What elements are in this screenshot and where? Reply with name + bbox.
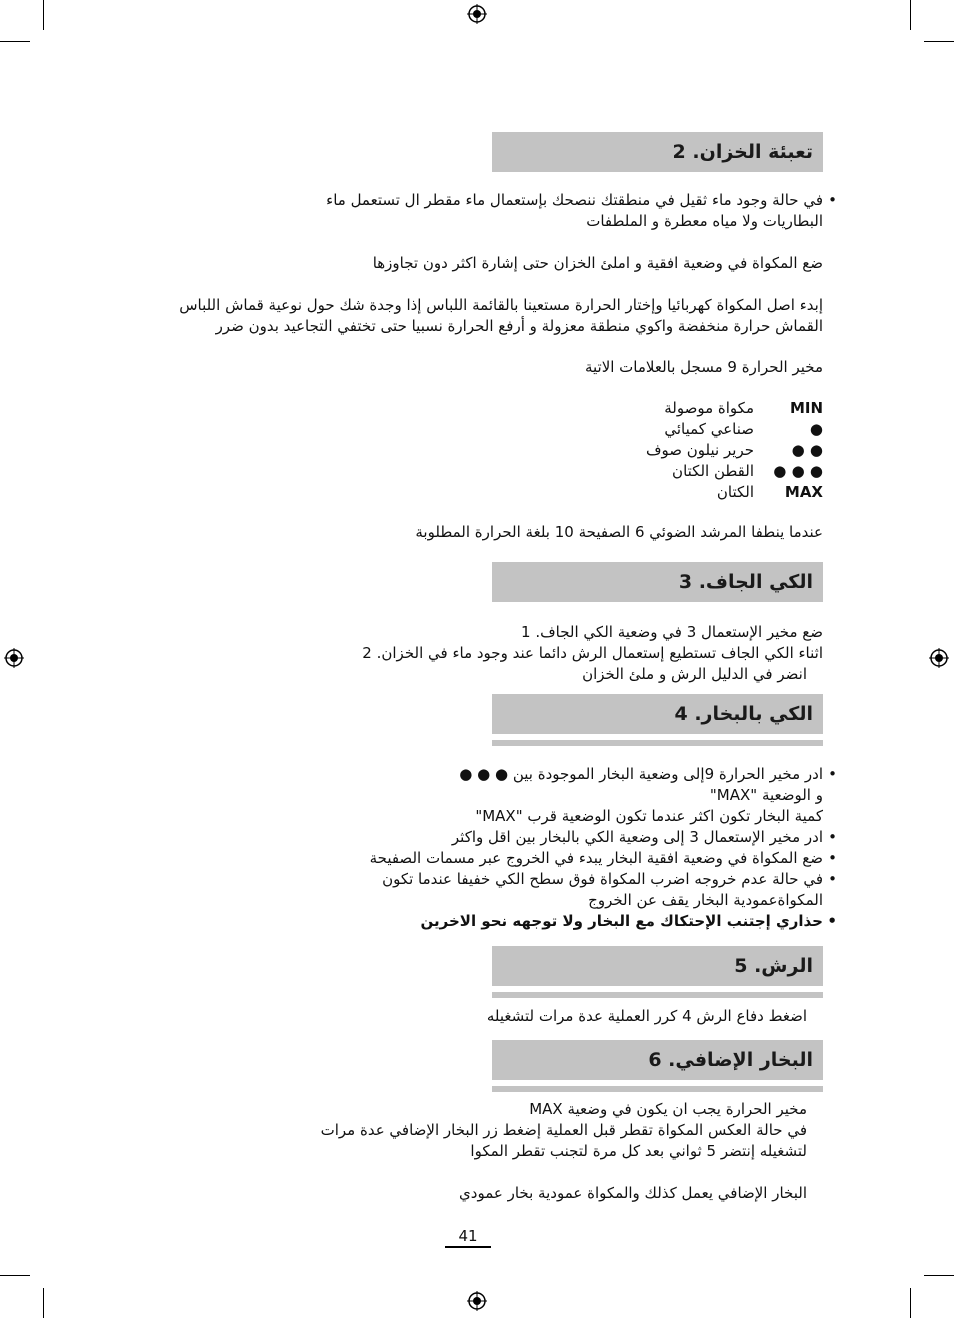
s2-line-3: ضع المكواة في وضعية افقية و املئ الخزان حتى إشارة اكثر دون تجاوزها xyxy=(372,254,823,272)
s4-line-2: و الوضعية "MAX" xyxy=(709,786,823,804)
s2-note: عندما ينطفا المرشد الضوئي 6 الصفيحة 10 بلغة الحرارة المطلوبة xyxy=(415,523,823,541)
s2-line-1: • في حالة وجود ماء ثقيل في منطقتك ننصحك بإستعمال ماء مقطر ال تستعمل ماء xyxy=(326,190,823,211)
registration-icon xyxy=(929,648,949,668)
crop-mark xyxy=(43,0,44,30)
section-3-header: الكي الجاف. 3 xyxy=(492,562,823,602)
s2-line-6: مخير الحرارة 9 مسجل بالعلامات الاتية xyxy=(584,358,823,376)
s2-line-2: البطاريات ولا مياه معطرة و الملطفات xyxy=(586,212,823,230)
table-row-text: مكواة موصولة xyxy=(664,399,754,417)
s4-line-4: • ادر مخير الإستعمال 3 إلى وضعية الكي بالبخار بين اقل واكثر xyxy=(452,827,823,848)
crop-mark xyxy=(0,1275,30,1276)
crop-mark xyxy=(924,1275,954,1276)
section-2-header: تعبئة الخزان. 2 xyxy=(492,132,823,172)
table-row-text: حرير نيلون صوف xyxy=(645,441,754,459)
s4-line-1: • ادر مخير الحرارة 9إلى وضعية البخار الموجودة بين ● ● ● xyxy=(459,764,823,785)
s4-line-3: كمية البخار تكون اكثر عندما تكون الوضعية قرب "MAX" xyxy=(475,807,823,825)
registration-icon xyxy=(467,1291,487,1311)
s6-line-1: مخير الحرارة يجب ان يكون في وضعية MAX xyxy=(529,1100,807,1118)
crop-mark xyxy=(0,41,30,42)
section-4-rule xyxy=(492,740,823,746)
s4-line-5: • ضع المكواة في وضعية افقية البخار يبدء في الخروج عبر مسمات الصفيحة xyxy=(370,848,823,869)
crop-mark xyxy=(910,0,911,30)
section-5-rule xyxy=(492,992,823,998)
s2-line-4: إبدء اصل المكواة كهربائيا وإختار الحرارة مستعينا بالقائمة اللباس إذا وجدة شك حول نوعية قماش اللباس xyxy=(179,296,823,314)
s2-line-5: القماش حرارة منخفضة واكوي منطقة معزولة و أرفع الحرارة نسبيا حتى تختفي التجاعيد بدون ضرر xyxy=(215,317,823,335)
table-row-symbol: ● ● ● xyxy=(773,462,823,480)
s6-line-4: البخار الإضافي يعمل كذلك والمكواة عمودية بخار عمودي xyxy=(459,1184,807,1202)
s3-line-3: انضر في الدليل الرش و ملئ الخزان xyxy=(582,665,807,683)
registration-icon xyxy=(4,648,24,668)
section-4-header: الكي بالبخار. 4 xyxy=(492,694,823,734)
s3-line-1: ضع مخير الإستعمال 3 في وضعية الكي الجاف. 1 xyxy=(521,623,823,641)
s5-line-1: اضغط دفاع الرش 4 كرر العملية عدة مرات لتشغيله xyxy=(486,1007,807,1025)
s4-line-7: المكواةعمودية البخار يقف عن الخروج xyxy=(588,891,823,909)
crop-mark xyxy=(43,1288,44,1318)
section-5-header: الرش. 5 xyxy=(492,946,823,986)
s4-line-6: • في حالة عدم خروجه اضرب المكواة فوق سطح الكي خفيفا عندما تكون xyxy=(382,869,823,890)
s4-warning: • حذاري إجتنب الإحتكاك مع البخار ولا توجهه نحو الاخرين xyxy=(421,911,823,932)
table-row-symbol: ● xyxy=(809,420,823,438)
s3-line-2: اثناء الكي الجاف تستطيع إستعمال الرش دائما عند وجود ماء في الخزان. 2 xyxy=(362,644,823,662)
s6-line-3: لتشغيله إنتضر 5 ثواني بعد كل مرة لتجنب تقطر المكوا xyxy=(470,1142,807,1160)
table-row-text: صناعي كميائي xyxy=(664,420,754,438)
s6-line-2: في حالة العكس المكواة تقطر قبل العملية إضغط زر البخار الإضافي عدة مرات xyxy=(320,1121,807,1139)
crop-mark xyxy=(924,41,954,42)
table-row-symbol: ● ● xyxy=(791,441,823,459)
section-6-header: البخار الإضافي. 6 xyxy=(492,1040,823,1080)
page-number: 41 xyxy=(445,1226,491,1248)
table-row-symbol: MIN xyxy=(789,399,823,417)
crop-mark xyxy=(910,1288,911,1318)
table-row-text: الكتان xyxy=(716,483,754,501)
registration-icon xyxy=(467,4,487,24)
section-6-rule xyxy=(492,1086,823,1092)
table-row-symbol: MAX xyxy=(784,483,823,501)
table-row-text: القطن الكتان xyxy=(672,462,754,480)
